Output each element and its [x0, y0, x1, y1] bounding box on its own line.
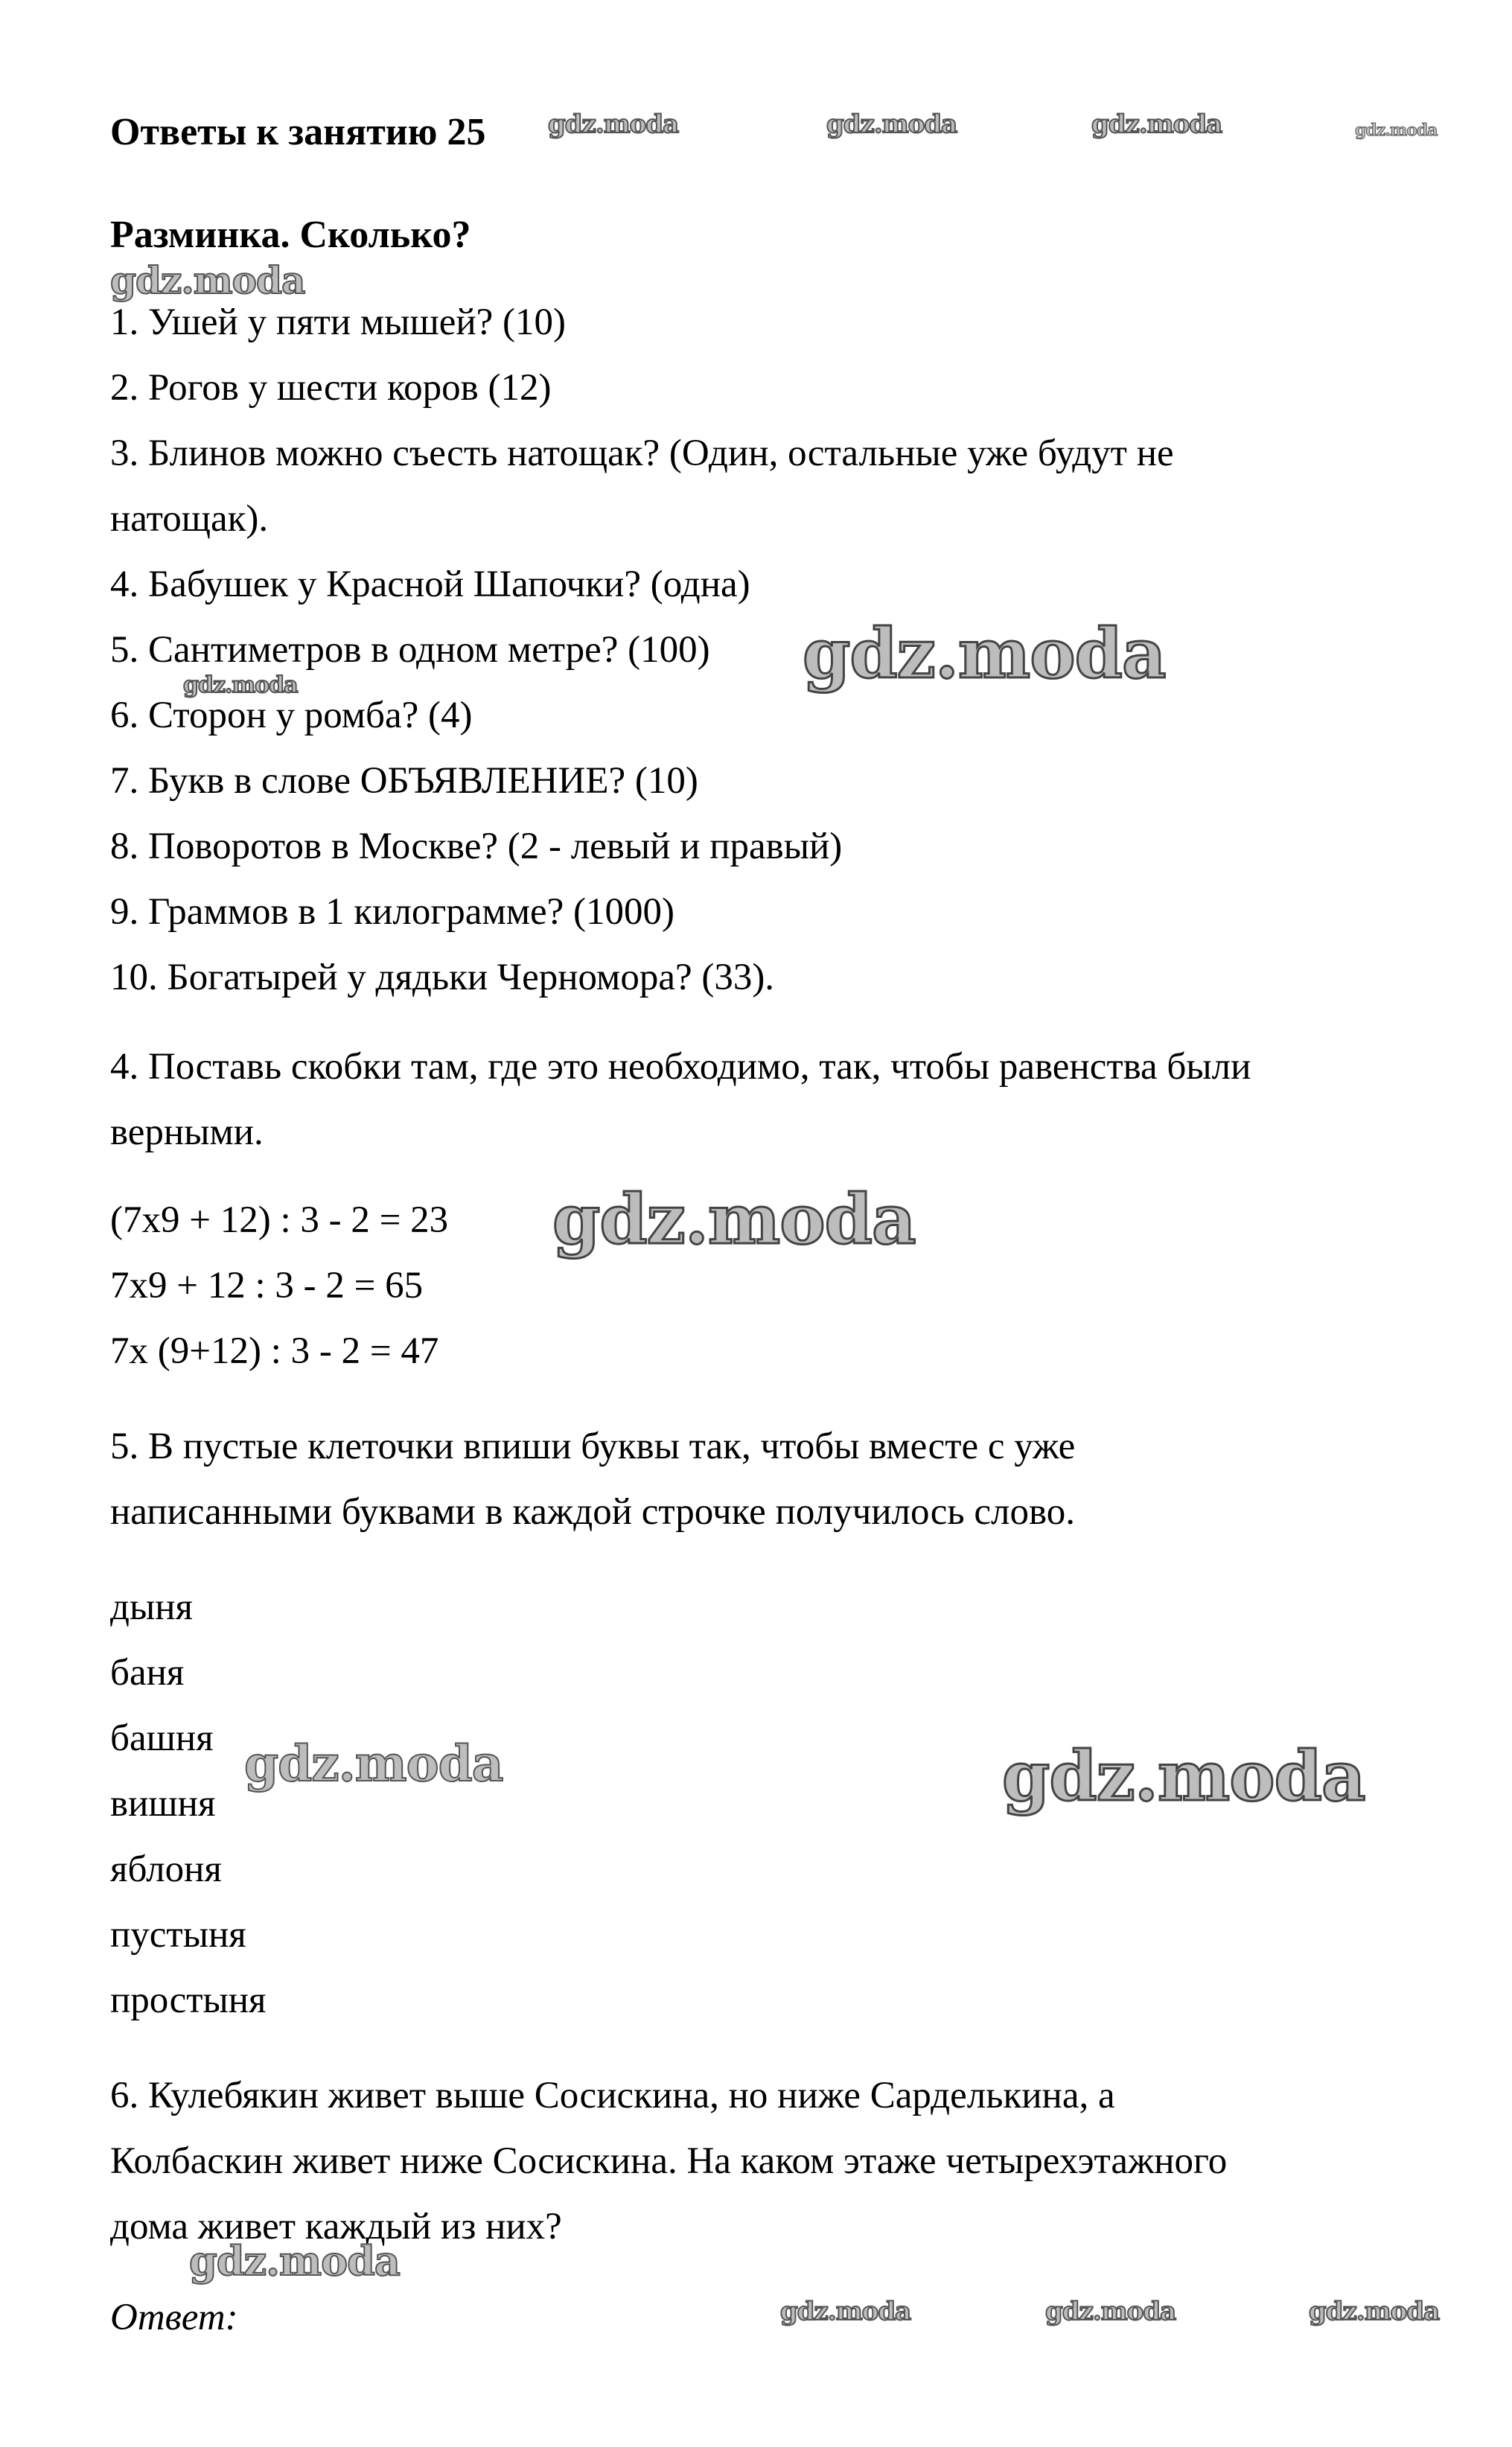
watermark: gdz.moda [826, 109, 957, 139]
task5-word: вишня [110, 1783, 216, 1825]
task6-prompt: 6. Кулебякин живет выше Сосискина, но ниже Сарделькина, а [110, 2075, 1115, 2116]
warmup-item: 8. Поворотов в Москве? (2 - левый и правый) [110, 826, 843, 867]
watermark: gdz.moda [1355, 121, 1438, 140]
warmup-item: 10. Богатырей у дядьки Черномора? (33). [110, 957, 775, 998]
task5-prompt: написанными буквами в каждой строчке получилось слово. [110, 1491, 1075, 1533]
watermark: gdz.moda [189, 2237, 400, 2285]
task6-answer-label: Ответ: [110, 2297, 238, 2338]
watermark: gdz.moda [552, 1179, 916, 1260]
task4-prompt: верными. [110, 1111, 264, 1153]
warmup-item: 4. Бабушек у Красной Шапочки? (одна) [110, 564, 750, 605]
warmup-item: 5. Сантиметров в одном метре? (100) [110, 629, 710, 671]
watermark: gdz.moda [780, 2297, 911, 2326]
watermark: gdz.moda [1309, 2297, 1440, 2326]
task5-word: пустыня [110, 1914, 246, 1956]
task6-prompt: дома живет каждый из них? [110, 2206, 562, 2247]
task4-equation: 7х9 + 12 : 3 - 2 = 65 [110, 1265, 424, 1307]
watermark: gdz.moda [110, 258, 305, 302]
task5-prompt: 5. В пустые клеточки впиши буквы так, чтобы вместе с уже [110, 1426, 1076, 1467]
watermark: gdz.moda [1045, 2297, 1176, 2326]
task5-word: башня [110, 1717, 214, 1759]
task5-word: простыня [110, 1979, 267, 2021]
watermark: gdz.moda [803, 613, 1166, 694]
page-title: Ответы к занятию 25 [110, 111, 486, 153]
watermark: gdz.moda [1091, 109, 1222, 139]
warmup-item-continuation: натощак). [110, 498, 269, 540]
warmup-heading: Разминка. Сколько? [110, 214, 471, 256]
task5-word: дыня [110, 1586, 193, 1628]
task5-word: яблоня [110, 1848, 222, 1890]
watermark: gdz.moda [1002, 1736, 1365, 1816]
warmup-item: 9. Граммов в 1 килограмме? (1000) [110, 891, 674, 933]
watermark: gdz.moda [244, 1735, 503, 1793]
warmup-item: 3. Блинов можно съесть натощак? (Один, остальные уже будут не [110, 433, 1174, 474]
warmup-item: 7. Букв в слове ОБЪЯВЛЕНИЕ? (10) [110, 760, 698, 802]
warmup-item: 1. Ушей у пяти мышей? (10) [110, 302, 566, 343]
task4-prompt: 4. Поставь скобки там, где это необходимо, так, чтобы равенства были [110, 1046, 1251, 1088]
warmup-item: 6. Сторон у ромба? (4) [110, 695, 473, 736]
watermark: gdz.moda [183, 672, 298, 698]
task6-prompt: Колбаскин живет ниже Сосискина. На каком этаже четырехэтажного [110, 2140, 1228, 2182]
warmup-item: 2. Рогов у шести коров (12) [110, 367, 552, 409]
task4-equation: (7х9 + 12) : 3 - 2 = 23 [110, 1199, 449, 1241]
watermark: gdz.moda [548, 109, 679, 139]
task4-equation: 7х (9+12) : 3 - 2 = 47 [110, 1330, 439, 1372]
task5-word: баня [110, 1652, 185, 1694]
